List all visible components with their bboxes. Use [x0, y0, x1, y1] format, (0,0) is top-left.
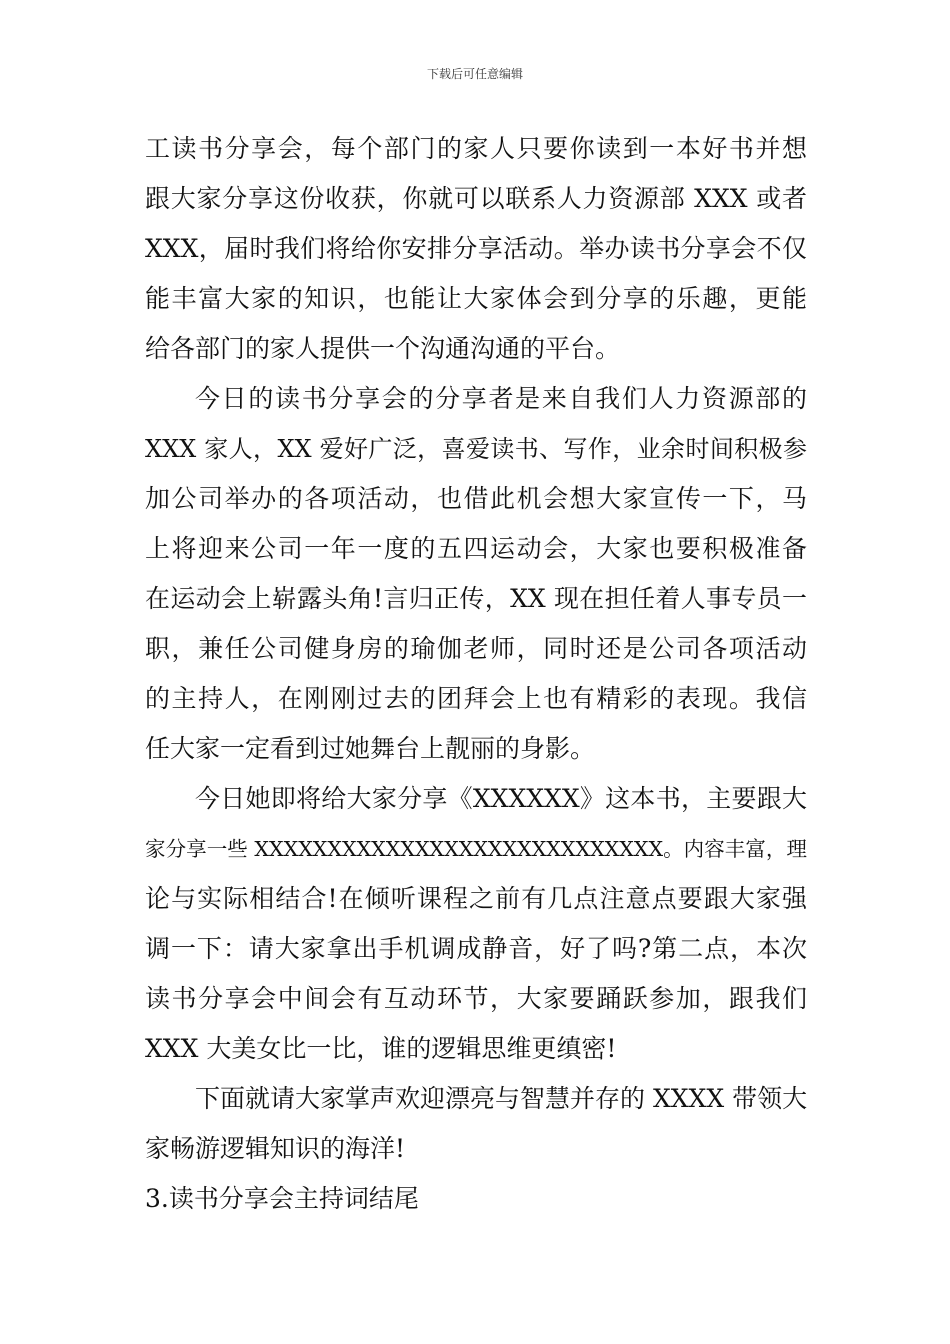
text-line: 家分享一些 XXXXXXXXXXXXXXXXXXXXXXXXXXXX。内容丰富，理	[145, 837, 807, 861]
section-heading: 3.读书分享会主持词结尾	[145, 1184, 419, 1213]
text-line: 跟大家分享这份收获，你就可以联系人力资源部 XXX 或者	[145, 184, 807, 213]
text-line: 的主持人，在刚刚过去的团拜会上也有精彩的表现。我信	[145, 684, 807, 713]
text-line: 家畅游逻辑知识的海洋!	[145, 1134, 406, 1163]
text-line: 调一下：请大家拿出手机调成静音，好了吗?第二点，本次	[145, 934, 807, 963]
text-line: 读书分享会中间会有互动环节，大家要踊跃参加，跟我们	[145, 984, 807, 1013]
text-line: 职，兼任公司健身房的瑜伽老师，同时还是公司各项活动	[145, 634, 807, 663]
text-line: 在运动会上崭露头角!言归正传，XX 现在担任着人事专员一	[145, 584, 807, 613]
text-line: 今日的读书分享会的分享者是来自我们人力资源部的	[195, 384, 807, 413]
text-line: 任大家一定看到过她舞台上靓丽的身影。	[145, 734, 596, 763]
text-line: 上将迎来公司一年一度的五四运动会，大家也要积极准备	[145, 534, 807, 563]
text-line: XXX，届时我们将给你安排分享活动。举办读书分享会不仅	[145, 234, 807, 263]
text-line: XXX 家人，XX 爱好广泛，喜爱读书、写作，业余时间积极参	[145, 435, 807, 463]
text-line: 工读书分享会，每个部门的家人只要你读到一本好书并想	[145, 134, 807, 163]
text-line: 加公司举办的各项活动，也借此机会想大家宣传一下，马	[145, 484, 807, 513]
document-body	[145, 124, 807, 1224]
text-line: 今日她即将给大家分享《XXXXXX》这本书，主要跟大	[195, 784, 807, 813]
text-line: 能丰富大家的知识，也能让大家体会到分享的乐趣，更能	[145, 284, 807, 313]
text-line: 给各部门的家人提供一个沟通沟通的平台。	[145, 334, 621, 363]
text-line: 下面就请大家掌声欢迎漂亮与智慧并存的 XXXX 带领大	[195, 1084, 808, 1113]
text-line: 论与实际相结合!在倾听课程之前有几点注意点要跟大家强	[145, 884, 807, 913]
page-header-note: 下载后可任意编辑	[426, 67, 523, 81]
text-line: XXX 大美女比一比，谁的逻辑思维更缜密!	[145, 1034, 617, 1063]
